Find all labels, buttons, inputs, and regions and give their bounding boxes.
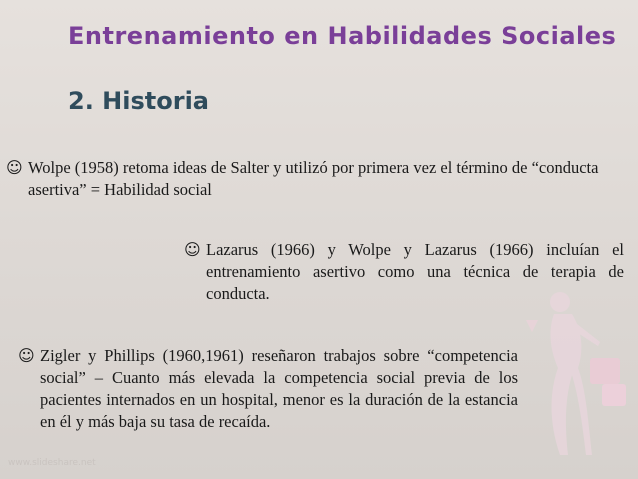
- paragraph-text: Lazarus (1966) y Wolpe y Lazarus (1966) incluían el entrenamiento asertivo como una técnica de terapia de conducta.: [206, 240, 624, 303]
- section-subtitle: 2. Historia: [68, 87, 209, 115]
- paragraph-text: Wolpe (1958) retoma ideas de Salter y utilizó por primera vez el término de “conducta asertiva” = Habilidad social: [28, 158, 599, 199]
- paragraph-lazarus: [184, 239, 624, 305]
- woman-silhouette-decoration: [520, 280, 630, 470]
- smiley-bullet-icon: ☺: [6, 158, 23, 177]
- paragraph-zigler: [18, 345, 518, 433]
- smiley-bullet-icon: ☺: [18, 346, 35, 365]
- paragraph-wolpe: [6, 157, 606, 201]
- watermark: www.slideshare.net: [8, 458, 96, 468]
- smiley-bullet-icon: ☺: [184, 240, 201, 259]
- paragraph-text: Zigler y Phillips (1960,1961) reseñaron trabajos sobre “competencia social” – Cuanto más elevada la competencia social previa de los pacientes internados en un hospital, menor es la duración de la estancia en él y más baja su tasa de recaída.: [40, 346, 518, 431]
- slide-title: Entrenamiento en Habilidades Sociales: [68, 22, 617, 50]
